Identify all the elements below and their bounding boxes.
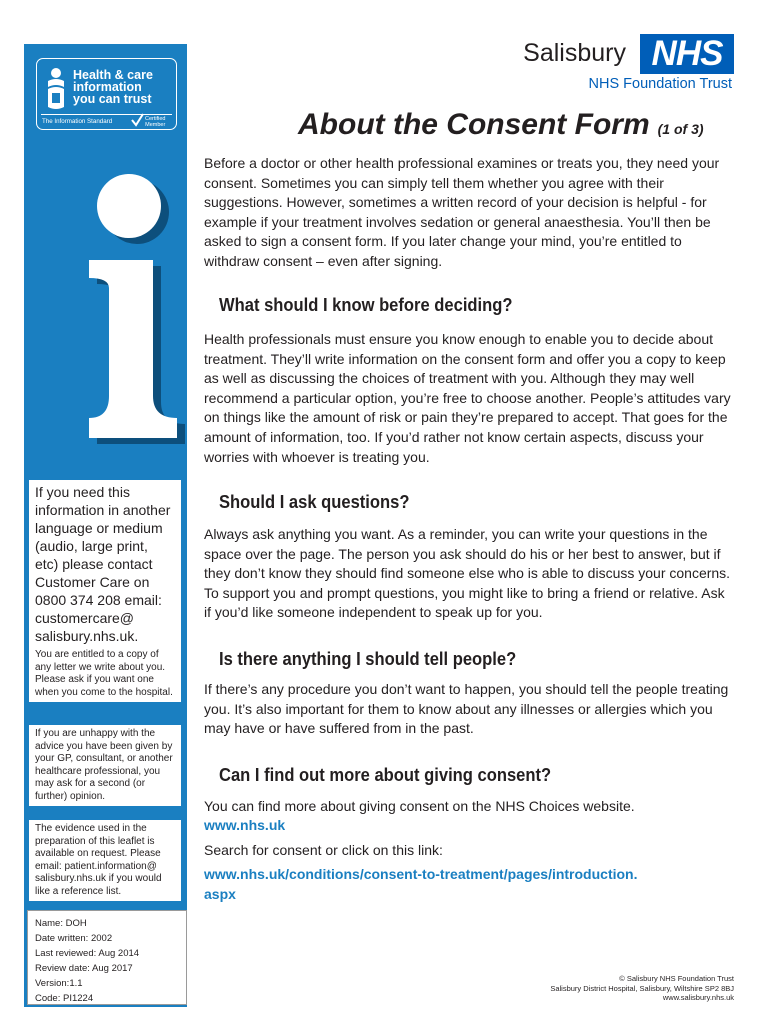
paragraph-tell-people: If there’s any procedure you don’t want to happen, you should tell the people treating you. It’s also important for them to know about any illnesses or allergies which you may have or have suffered from in the past. — [204, 681, 729, 737]
address: Salisbury District Hospital, Salisbury, Wiltshire SP2 8BJ — [550, 983, 734, 993]
org-name: Salisbury — [523, 39, 626, 67]
heading-before-deciding: What should I know before deciding? — [219, 295, 513, 315]
document-info-box — [27, 910, 187, 1005]
heading-find-out-more: Can I find out more about giving consent? — [219, 765, 552, 785]
heading-tell-people: Is there anything I should tell people? — [219, 649, 517, 669]
doc-name: Name: DOH — [35, 918, 87, 929]
consent-info-link[interactable]: www.nhs.uk/conditions/consent-to-treatment/pages/introduction. aspx — [204, 866, 638, 902]
badge-title: Health & care information you can trust — [73, 68, 153, 106]
badge-certified: Certified Member — [145, 116, 166, 128]
sidebar — [24, 44, 187, 1007]
information-standard-badge — [36, 58, 177, 130]
evidence-note: The evidence used in the preparation of this leaflet is available on request. Please email: patient.information@ salisbury.nhs.uk if you would like a reference list. — [29, 820, 181, 901]
title-text: About the Consent Form — [298, 108, 650, 141]
trust-website: www.salisbury.nhs.uk — [662, 993, 734, 1002]
check-icon — [130, 113, 144, 127]
doc-review-date: Review date: Aug 2017 — [35, 963, 133, 974]
paragraph-find-out-more: You can find more about giving consent on the NHS Choices website. — [204, 798, 635, 814]
doc-last-reviewed: Last reviewed: Aug 2014 — [35, 948, 140, 959]
page-indicator: (1 of 3) — [657, 121, 704, 137]
trust-name: NHS Foundation Trust — [588, 76, 732, 92]
nhs-logo: NHS — [640, 34, 734, 74]
doc-code: Code: PI1224 — [35, 993, 94, 1004]
heading-ask-questions: Should I ask questions? — [219, 492, 410, 512]
trust-address — [550, 974, 734, 1003]
intro-paragraph: Before a doctor or other health professional examines or treats you, they need your consent. Sometimes you can simply tell them whether you agree with their suggestions. However, sometimes a written record of your decision is helpful - for example if your treatment involves sedation or general anaesthesia. You’ll then be asked to sign a consent form. If you later change your mind, you’re entitled to withdraw consent – even after signing. — [204, 155, 720, 269]
information-standard-logo — [45, 67, 67, 111]
copy-note: You are entitled to a copy of any letter we write about you. Please ask if you want one when you come to the hospital. — [29, 646, 181, 702]
doc-version: Version:1.1 — [35, 978, 83, 989]
trust-brand — [414, 34, 734, 94]
badge-divider — [41, 114, 172, 115]
second-opinion-note: If you are unhappy with the advice you have been given by your GP, consultant, or another healthcare professional, you may ask for a second (or further) opinion. — [29, 725, 181, 806]
doc-date-written: Date written: 2002 — [35, 933, 113, 944]
badge-standard: The Information Standard — [42, 118, 113, 125]
paragraph-before-deciding: Health professionals must ensure you know enough to enable you to decide about treatment. They’ll write information on the consent form and offer you a copy to keep as well as discussing the choices of treatment with you. Although they may well recommend a particular option, you’re free to choose another. People’s attitudes vary on things like the amount of risk or pain they’re prepared to accept. That goes for the amount of information, too. If you’d rather not know certain aspects, discuss your worries with whoever is treating you. — [204, 331, 731, 465]
info-i-icon — [57, 174, 197, 474]
help-note: If you need this information in another language or medium (audio, large print, etc) please contact Customer Care on 0800 374 208 email: customercare@ salisbury.nhs.uk. — [29, 480, 181, 648]
paragraph-ask-questions: Always ask anything you want. As a reminder, you can write your questions in the space over the page. The person you ask should do his or her best to answer, but if they don’t know they should find someone else who is able to discuss your concerns. To support you and prompt questions, you might like to bring a friend or relative. Ask if you’d like someone independent to speak up for you. — [204, 526, 731, 621]
paragraph-search: Search for consent or click on this link: — [204, 842, 443, 858]
page-title — [298, 108, 704, 142]
copyright: © Salisbury NHS Foundation Trust — [619, 974, 734, 983]
nhs-website-link[interactable]: www.nhs.uk — [204, 817, 286, 833]
